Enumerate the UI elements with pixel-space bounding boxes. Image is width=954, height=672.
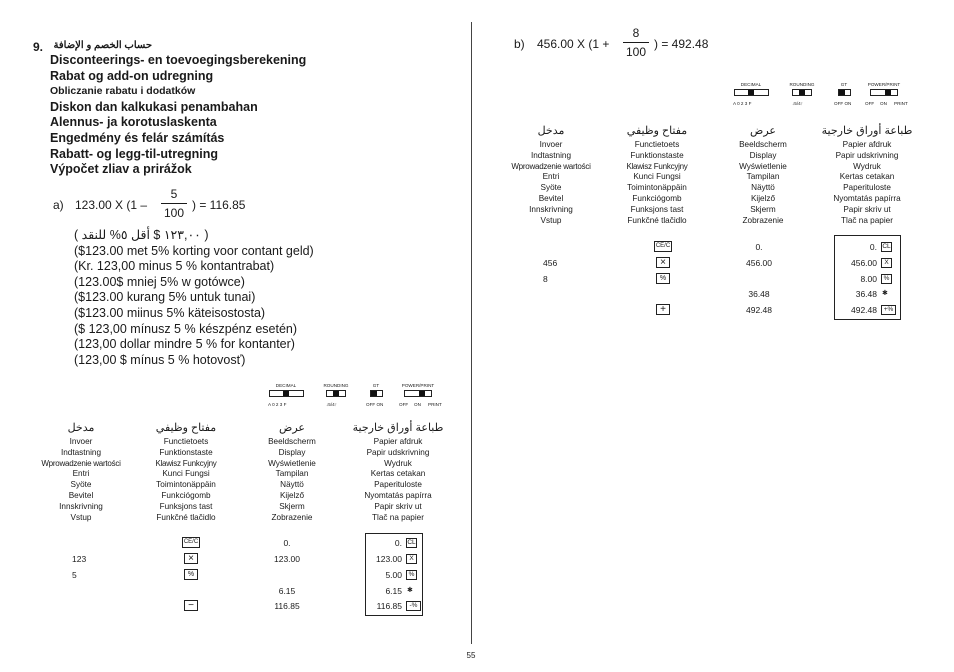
display-value: 492.48	[746, 305, 772, 315]
print-column-item: Wydruk	[853, 161, 881, 171]
print-column-item: Kertas cetakan	[839, 172, 895, 182]
print-column-header: طباعة أوراق خارجية	[352, 422, 444, 434]
display-column-item: Skjerm	[279, 501, 305, 511]
gt-switch-ticks: OFF ON	[834, 101, 852, 106]
print-value: 492.48	[851, 305, 877, 315]
gt-switch-knob	[371, 391, 377, 396]
rounding-switch-ticks: ↓5/4↑	[792, 101, 803, 106]
input-column-item: Wprowadzenie wartości	[511, 161, 591, 171]
display-value: 116.85	[274, 601, 300, 611]
print-column-item: Wydruk	[384, 458, 412, 468]
power-on-tick: ON	[414, 402, 421, 407]
display-column-item: Tampilan	[746, 172, 780, 182]
function-key-column-item: Functietoets	[634, 140, 680, 149]
example-a-numerator: 5	[170, 187, 178, 201]
display-value: 0.	[755, 242, 763, 252]
display-value: 123.00	[274, 554, 300, 564]
example-a-line: (123,00 $ mínus 5 % hotovosť)	[74, 352, 246, 367]
display-column-item: Beeldscherm	[268, 437, 316, 446]
decimal-switch-knob	[283, 391, 289, 396]
input-column-item: Invoer	[539, 140, 563, 149]
gt-switch-ticks: OFF ON	[366, 402, 384, 407]
function-key-column-item: Kunci Fungsi	[633, 172, 681, 182]
print-column-item: Nyomtatás papírra	[364, 491, 432, 500]
display-value: 0.	[283, 538, 291, 548]
display-value: 6.15	[278, 586, 296, 596]
page-number: 55	[466, 651, 476, 660]
example-a-label: a)	[53, 198, 64, 212]
section-number: 9.	[33, 40, 44, 54]
print-column-item: Nyomtatás papírra	[833, 194, 901, 203]
decimal-switch-ticks: A 0 2 3 F	[733, 101, 752, 106]
function-key-2: %	[184, 569, 198, 580]
rounding-switch	[792, 89, 812, 96]
gt-switch-label: GT	[372, 383, 380, 388]
print-symbol: %	[406, 570, 417, 580]
input-column-item: Innskrivning	[529, 204, 573, 214]
input-column-item: Entri	[542, 172, 560, 182]
input-column-item: Bevitel	[68, 491, 94, 500]
decimal-switch-ticks: A 0 2 3 F	[268, 402, 287, 407]
example-a-denominator: 100	[163, 206, 185, 220]
display-column-item: Skjerm	[750, 204, 776, 214]
function-key-3: −	[184, 600, 198, 611]
input-value: 123	[72, 554, 87, 564]
example-b-lhs: 456.00 X (1 +	[537, 37, 610, 51]
decimal-switch-knob	[748, 90, 754, 95]
example-a-line: ($123.00 kurang 5% untuk tunai)	[74, 290, 256, 305]
print-column-item: Papir skriv ut	[374, 501, 422, 511]
example-b-denominator: 100	[625, 45, 647, 59]
display-column-item: Display	[278, 447, 306, 457]
function-key-column-item: Klawisz Funkcyjny	[155, 458, 217, 468]
section-title: Výpočet zliav a prirážok	[50, 162, 192, 177]
gt-switch-knob	[839, 90, 845, 95]
power-switch	[870, 89, 898, 96]
print-symbol: -%	[406, 601, 421, 611]
input-column-item: Vstup	[540, 215, 562, 225]
function-key-column-item: Funkciógomb	[632, 194, 682, 203]
print-value: 6.15	[385, 586, 402, 596]
rounding-switch-ticks: ↓5/4↑	[326, 402, 337, 407]
print-value: 116.85	[376, 601, 402, 611]
print-value: 36.48	[855, 289, 877, 299]
input-column-item: Invoer	[69, 437, 93, 446]
function-key-column-item: Functietoets	[163, 437, 209, 446]
example-b-numerator: 8	[632, 26, 640, 40]
example-a-rhs: ) = 116.85	[192, 198, 246, 212]
decimal-switch-label: DECIMAL	[275, 383, 297, 388]
example-a-line: (123,00 dollar mindre 5 % for kontanter)	[74, 337, 295, 352]
display-column-item: Näyttö	[751, 183, 775, 193]
print-symbol: +%	[881, 305, 896, 315]
page-divider	[471, 22, 472, 644]
example-a-fraction-bar	[161, 203, 187, 204]
display-column-item: Kijelző	[279, 491, 305, 500]
display-value: 36.48	[748, 289, 770, 299]
input-value: 8	[543, 274, 548, 284]
power-switch-label: POWER/PRINT	[867, 82, 901, 87]
input-value: 5	[72, 570, 77, 580]
function-key-column-item: Funksjons tast	[159, 501, 213, 511]
example-b-rhs: ) = 492.48	[654, 37, 709, 51]
example-a-lhs: 123.00 X (1 –	[75, 198, 148, 212]
power-switch-label: POWER/PRINT	[401, 383, 435, 388]
function-key-column-item: Klawisz Funkcyjny	[626, 161, 688, 171]
section-title: Engedmény és felár számítás	[50, 130, 225, 145]
function-key-1: ×	[184, 553, 198, 564]
display-column-item: Wyświetlenie	[268, 458, 316, 468]
section-title: Disconteerings- en toevoegingsberekening	[50, 53, 307, 67]
decimal-switch	[269, 390, 304, 397]
print-symbol: %	[881, 274, 892, 284]
function-key-column-item: Funkciógomb	[161, 491, 211, 500]
gt-switch	[370, 390, 383, 397]
function-key-column-header: مفتاح وظيفي	[155, 422, 217, 434]
asterisk-icon: ✱	[407, 587, 413, 594]
input-column-header: مدخل	[537, 125, 565, 137]
example-b-label: b)	[514, 37, 525, 51]
input-column-item: Bevitel	[538, 194, 564, 203]
print-column-item: Papir udskrivning	[835, 150, 899, 160]
function-key-column-item: Kunci Fungsi	[162, 469, 210, 479]
power-switch-knob	[885, 90, 891, 95]
function-key-0: CE/C	[654, 241, 672, 252]
gt-switch	[838, 89, 851, 96]
display-column-item: Näyttö	[280, 480, 304, 490]
print-column-item: Papier afdruk	[373, 437, 423, 446]
example-a-line: ($123.00 met 5% korting voor contant geld)	[74, 243, 314, 258]
power-print-tick: PRINT	[894, 101, 908, 106]
display-column-header: عرض	[279, 422, 305, 434]
print-value: 456.00	[851, 258, 877, 268]
print-symbol: CL	[407, 539, 416, 546]
print-value: 5.00	[385, 570, 402, 580]
rounding-switch	[326, 390, 346, 397]
function-key-column-item: Funkčné tlačidlo	[156, 512, 216, 522]
print-column-item: Kertas cetakan	[370, 469, 426, 479]
rounding-switch-label: ROUNDING	[789, 82, 815, 87]
print-value: 0.	[869, 242, 877, 252]
section-title: Obliczanie rabatu i dodatków	[50, 85, 196, 98]
function-key-column-item: Funktionstaste	[630, 150, 684, 160]
print-column-item: Papir udskrivning	[366, 447, 430, 457]
print-column-item: Tlač na papier	[841, 215, 893, 225]
display-column-item: Zobrazenie	[742, 215, 784, 225]
function-key-0: CE/C	[182, 537, 200, 548]
function-key-column-item: Funkčné tlačidlo	[627, 215, 687, 225]
input-column-item: Vstup	[70, 512, 92, 522]
example-b-fraction-bar	[623, 42, 649, 43]
rounding-switch-label: ROUNDING	[323, 383, 349, 388]
example-a-line: ( ١٢٣,٠٠ $ أقل ٥% للنقد )	[74, 228, 209, 242]
function-key-column-item: Toimintonäppäin	[627, 183, 687, 193]
print-symbol: X	[406, 554, 417, 564]
print-symbol: X	[881, 258, 892, 268]
print-column-item: Papier afdruk	[842, 140, 892, 149]
example-a-line: ($ 123,00 mínusz 5 % készpénz esetén)	[74, 321, 298, 336]
print-column-item: Papir skriv ut	[843, 204, 891, 214]
display-value: 456.00	[746, 258, 772, 268]
section-title: Rabat og add-on udregning	[50, 68, 214, 83]
print-value: 123.00	[376, 554, 402, 564]
print-column-item: Paperituloste	[374, 480, 422, 490]
function-key-3: +	[656, 304, 670, 315]
rounding-switch-knob	[333, 391, 339, 396]
print-column-header: طباعة أوراق خارجية	[821, 125, 913, 137]
power-switch	[404, 390, 432, 397]
input-column-item: Wprowadzenie wartości	[41, 458, 121, 468]
example-a-line: ($123.00 miinus 5% käteisostosta)	[74, 305, 266, 320]
section-title: Alennus- ja korotuslaskenta	[50, 115, 217, 130]
power-switch-knob	[419, 391, 425, 396]
asterisk-icon: ✱	[882, 290, 888, 297]
input-column-item: Innskrivning	[59, 501, 103, 511]
input-column-item: Syöte	[540, 183, 562, 193]
display-column-item: Kijelző	[750, 194, 776, 203]
display-column-item: Tampilan	[275, 469, 309, 479]
input-value: 456	[543, 258, 558, 268]
rounding-switch-knob	[799, 90, 805, 95]
function-key-column-item: Toimintonäppäin	[156, 480, 216, 490]
print-value: 0.	[394, 538, 402, 548]
example-a-line: (Kr. 123,00 minus 5 % kontantrabat)	[74, 259, 275, 274]
example-a-descriptions	[74, 228, 314, 368]
display-column-item: Wyświetlenie	[739, 161, 787, 171]
function-key-2: %	[656, 273, 670, 284]
power-print-tick: PRINT	[428, 402, 442, 407]
input-column-item: Syöte	[70, 480, 92, 490]
gt-switch-label: GT	[840, 82, 848, 87]
input-column-item: Indtastning	[60, 447, 102, 457]
example-a-line: (123.00$ mniej 5% w gotówce)	[74, 274, 245, 289]
display-column-header: عرض	[750, 125, 776, 137]
power-on-tick: ON	[880, 101, 887, 106]
display-column-item: Display	[749, 150, 777, 160]
section-title: Rabatt- og legg-til-utregning	[50, 146, 219, 161]
function-key-column-header: مفتاح وظيفي	[626, 125, 688, 137]
section-title-arabic: حساب الخصم و الإضافة	[53, 40, 152, 51]
section-title: Diskon dan kalkukasi penambahan	[50, 99, 258, 114]
function-key-1: ×	[656, 257, 670, 268]
print-column-item: Paperituloste	[843, 183, 891, 193]
input-column-header: مدخل	[67, 422, 95, 434]
function-key-column-item: Funktionstaste	[159, 447, 213, 457]
print-column-item: Tlač na papier	[372, 512, 424, 522]
display-column-item: Zobrazenie	[271, 512, 313, 522]
print-symbol: CL	[882, 243, 891, 250]
section-titles	[50, 53, 306, 178]
decimal-switch	[734, 89, 769, 96]
power-off-tick: OFF	[399, 402, 409, 407]
display-column-item: Beeldscherm	[739, 140, 787, 149]
power-off-tick: OFF	[865, 101, 875, 106]
function-key-column-item: Funksjons tast	[630, 204, 684, 214]
input-column-item: Entri	[72, 469, 90, 479]
print-value: 8.00	[860, 274, 877, 284]
input-column-item: Indtastning	[530, 150, 572, 160]
decimal-switch-label: DECIMAL	[740, 82, 762, 87]
